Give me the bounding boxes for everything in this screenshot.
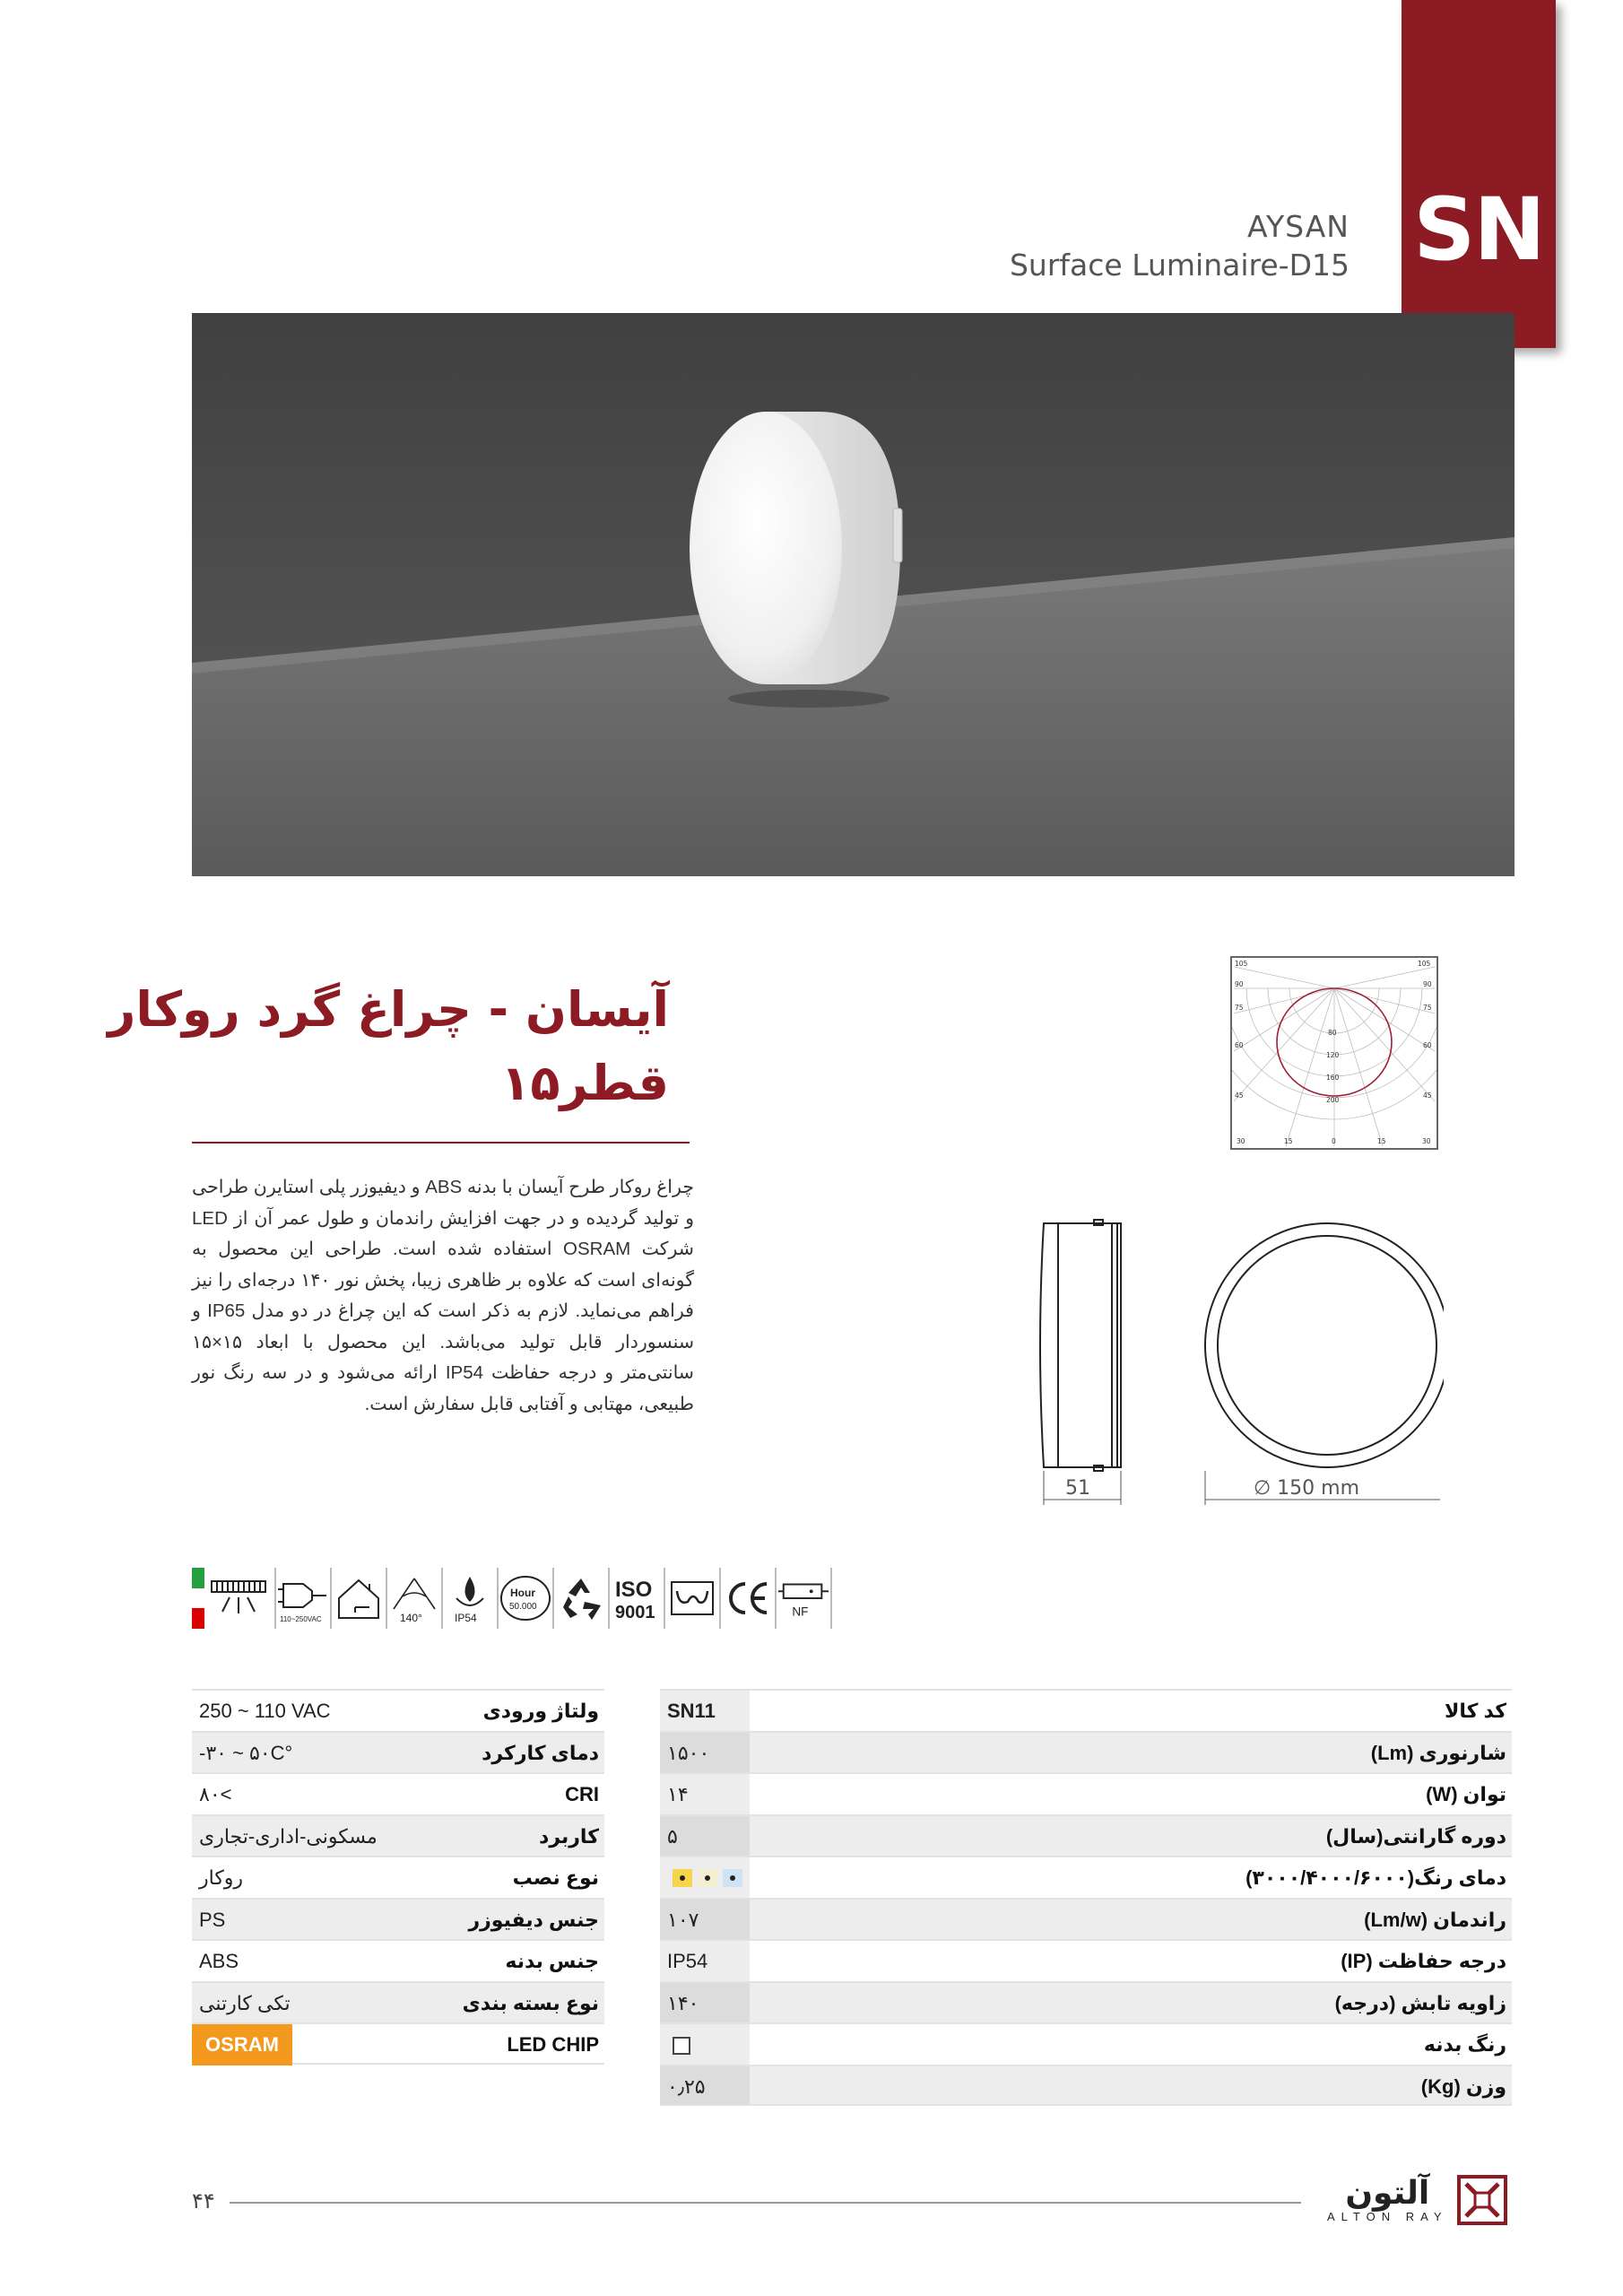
spec-label: راندمان (Lm/w) bbox=[1364, 1908, 1506, 1931]
spec-value: ۵ bbox=[667, 1824, 678, 1848]
header-title bbox=[1010, 208, 1350, 285]
color-temp-swatches bbox=[673, 1869, 742, 1887]
spec-label: نوع نصب bbox=[512, 1866, 599, 1889]
polar-label: 160 bbox=[1326, 1074, 1340, 1082]
nf-driver-icon bbox=[777, 1568, 832, 1629]
table-row bbox=[660, 1856, 1512, 1898]
title-line-1: آیسان - چراغ گرد روکار bbox=[108, 981, 669, 1038]
polar-label: 0 bbox=[1332, 1137, 1336, 1145]
table-row bbox=[660, 2065, 1512, 2107]
spec-value: ۰٫۲۵ bbox=[667, 2074, 706, 2098]
brand-name-en: ALTON RAY bbox=[1327, 2209, 1448, 2223]
spec-table-right bbox=[660, 1689, 1512, 2106]
ce-icon bbox=[721, 1568, 777, 1629]
led-strip-icon bbox=[204, 1568, 276, 1629]
polar-label: 80 bbox=[1328, 1029, 1337, 1037]
spec-label: زاویه تابش (درجه) bbox=[1334, 1991, 1506, 2014]
spec-value: ۱۰۷ bbox=[667, 1908, 699, 1931]
polar-label: 105 bbox=[1235, 960, 1248, 968]
spec-value: ۱۵۰۰ bbox=[667, 1741, 710, 1764]
brand-logo bbox=[1327, 2175, 1507, 2225]
table-row bbox=[660, 1939, 1512, 1981]
spec-label: CRI bbox=[565, 1783, 599, 1805]
polar-diagram bbox=[1230, 956, 1438, 1150]
nf-label: NF bbox=[792, 1605, 809, 1619]
polar-label: 30 bbox=[1422, 1137, 1431, 1145]
spec-label: درجه حفاظت (IP) bbox=[1341, 1950, 1506, 1972]
spec-label: شارنوری (Lm) bbox=[1370, 1741, 1506, 1764]
warm-white-swatch bbox=[673, 1869, 692, 1887]
table-row bbox=[660, 1731, 1512, 1773]
polar-label: 60 bbox=[1423, 1041, 1432, 1049]
product-description: چراغ روکار طرح آیسان با بدنه ABS و دیفیوزر پلی استایرن طراحی و تولید گردیده و در جهت افزایش راندمان و طول عمر آن از LED شرکت OSRAM استفاده شده است. طراحی این محصول به گونه‌ای است که علاوه بر ظاهری زیبا، پخش نور ۱۴۰ درجه‌ای را نیز فراهم می‌نماید. لازم به ذکر است که این چراغ در دو مدل IP65 و سنسوردار قابل تولید می‌باشد. این محصول با ابعاد ۱۵×۱۵ سانتی‌متر و درجه حفاظت IP54 ارائه می‌شود و در سه رنگ نور طبیعی، مهتابی و آفتابی قابل سفارش است. bbox=[192, 1177, 694, 1414]
cool-white-swatch bbox=[723, 1869, 742, 1887]
polar-label: 15 bbox=[1377, 1137, 1386, 1145]
spec-value: PS bbox=[199, 1908, 226, 1931]
polar-label: 60 bbox=[1235, 1041, 1244, 1049]
spec-value: IP54 bbox=[667, 1950, 708, 1972]
polar-label: 15 bbox=[1284, 1137, 1293, 1145]
spec-label: توان (W) bbox=[1426, 1783, 1506, 1805]
product-type: Surface Luminaire-D15 bbox=[1009, 248, 1350, 283]
brand-mark-icon bbox=[1457, 2175, 1507, 2225]
plug-icon bbox=[276, 1568, 332, 1629]
spec-label: ولتاژ ورودی bbox=[482, 1700, 599, 1722]
spec-value: -۳۰ ~ ۵۰C° bbox=[199, 1741, 293, 1764]
standard-mark-icon bbox=[665, 1568, 721, 1629]
product-photo bbox=[192, 313, 1515, 876]
depth-dimension: 51 bbox=[1065, 1477, 1090, 1500]
spec-value: ۸۰< bbox=[199, 1783, 232, 1805]
spec-label: کاربرد bbox=[539, 1824, 599, 1848]
lifetime-hour-icon bbox=[499, 1568, 554, 1629]
polar-label: 90 bbox=[1235, 980, 1244, 988]
spec-value: مسکونی-اداری-تجاری bbox=[199, 1824, 378, 1848]
spec-label: دمای رنگ(۳۰۰۰/۴۰۰۰/۶۰۰۰) bbox=[1245, 1866, 1506, 1889]
spec-label: جنس دیفیوزر bbox=[468, 1908, 599, 1931]
table-row bbox=[660, 1981, 1512, 2023]
polar-label: 120 bbox=[1326, 1051, 1340, 1059]
iso-icon bbox=[610, 1568, 665, 1629]
series-code: SN bbox=[1413, 179, 1544, 280]
spec-label: دمای کارکرد bbox=[482, 1741, 599, 1764]
spec-label: رنگ بدنه bbox=[1423, 2033, 1506, 2056]
table-row bbox=[192, 1939, 604, 1981]
body-color-swatch bbox=[673, 2037, 690, 2055]
spec-label: جنس بدنه bbox=[505, 1950, 599, 1972]
series-tab bbox=[1402, 0, 1556, 348]
spec-table-left bbox=[192, 1689, 604, 2065]
product-code: SN11 bbox=[667, 1700, 716, 1722]
feature-icons bbox=[192, 1568, 832, 1631]
spec-value: 250 ~ 110 VAC bbox=[199, 1700, 331, 1722]
brand-name-fa: آلتون bbox=[1345, 2174, 1430, 2212]
polar-label: 45 bbox=[1423, 1091, 1432, 1100]
osram-badge: OSRAM bbox=[192, 2024, 292, 2066]
table-row bbox=[192, 1731, 604, 1773]
spec-value: ۱۴۰ bbox=[667, 1991, 699, 2014]
polar-label: 30 bbox=[1237, 1137, 1245, 1145]
polar-label: 105 bbox=[1418, 960, 1431, 968]
voltage-range: 110~250VAC bbox=[280, 1615, 322, 1623]
hour-value: 50.000 bbox=[509, 1602, 537, 1612]
spec-label: LED CHIP bbox=[507, 2033, 599, 2056]
polar-label: 200 bbox=[1326, 1096, 1340, 1104]
table-row bbox=[192, 1898, 604, 1940]
spec-label: کد کالا bbox=[1444, 1700, 1506, 1722]
polar-label: 90 bbox=[1423, 980, 1432, 988]
table-row bbox=[192, 1981, 604, 2023]
polar-label: 75 bbox=[1235, 1004, 1244, 1012]
page-number: ۴۴ bbox=[192, 2189, 215, 2213]
ip-water-icon bbox=[443, 1568, 499, 1629]
recycle-icon bbox=[554, 1568, 610, 1629]
spec-label: وزن (Kg) bbox=[1420, 2074, 1506, 2098]
table-row bbox=[192, 1772, 604, 1814]
title-line-2: قطر۱۵ bbox=[500, 1055, 669, 1111]
beam-angle-icon bbox=[387, 1568, 443, 1629]
table-row bbox=[660, 1772, 1512, 1814]
table-row bbox=[192, 1814, 604, 1857]
footer-divider bbox=[230, 2202, 1301, 2204]
spec-value: روکار bbox=[199, 1866, 244, 1889]
spec-value: تکی کارتنی bbox=[199, 1991, 291, 2014]
table-row bbox=[192, 2022, 604, 2065]
iso-label: ISO bbox=[615, 1578, 653, 1602]
polar-label: 75 bbox=[1423, 1004, 1432, 1012]
beam-angle-label: 140° bbox=[400, 1612, 422, 1624]
table-row bbox=[660, 1814, 1512, 1857]
ip-label: IP54 bbox=[455, 1612, 477, 1624]
spec-value: ۱۴ bbox=[667, 1783, 689, 1805]
table-row bbox=[192, 1856, 604, 1898]
spec-label: دوره گارانتی(سال) bbox=[1325, 1824, 1506, 1848]
title-divider bbox=[192, 1142, 690, 1144]
spec-label: نوع بسته بندی bbox=[462, 1991, 599, 2014]
polar-label: 45 bbox=[1235, 1091, 1244, 1100]
table-row bbox=[660, 1689, 1512, 1731]
dimension-drawing bbox=[1031, 1211, 1444, 1520]
iso-number: 9001 bbox=[615, 1603, 655, 1622]
brand-wordmark bbox=[1327, 2174, 1448, 2223]
diameter-dimension: ∅ 150 mm bbox=[1254, 1477, 1360, 1500]
natural-white-swatch bbox=[698, 1869, 717, 1887]
iran-flag-icon bbox=[192, 1568, 204, 1629]
hour-label: Hour bbox=[510, 1587, 535, 1599]
table-row bbox=[192, 1689, 604, 1731]
table-row bbox=[660, 2022, 1512, 2065]
product-title bbox=[108, 973, 669, 1120]
indoor-house-icon bbox=[332, 1568, 387, 1629]
spec-value: ABS bbox=[199, 1950, 239, 1972]
table-row bbox=[660, 1898, 1512, 1940]
product-name: AYSAN bbox=[1247, 209, 1350, 244]
